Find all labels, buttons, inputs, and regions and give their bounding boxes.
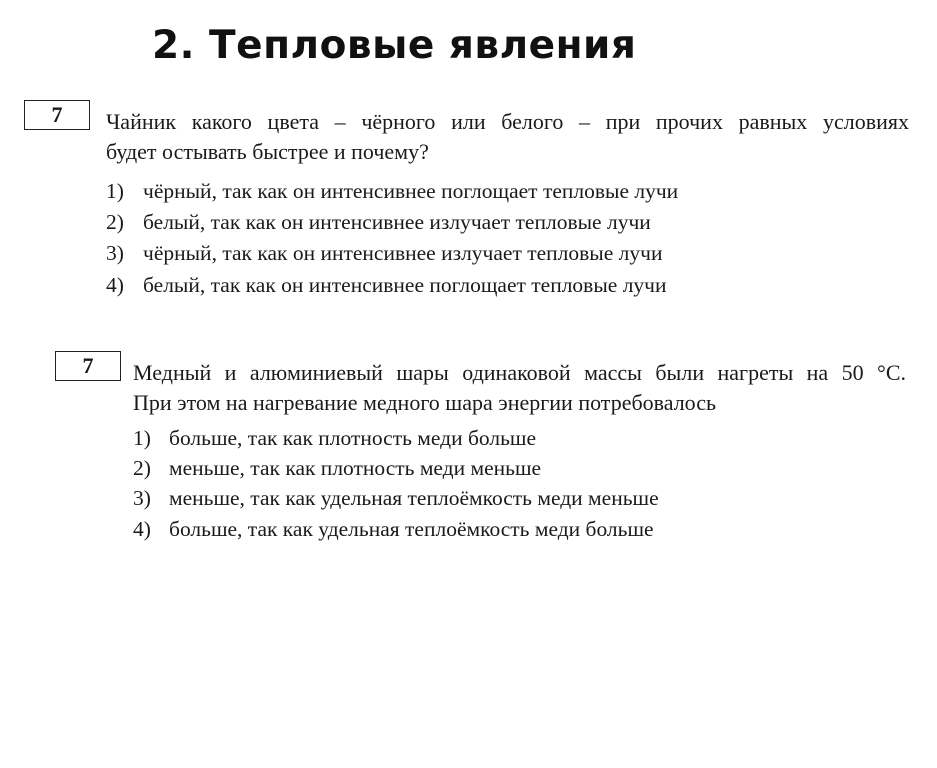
answer-options — [106, 176, 678, 301]
question-2 — [55, 351, 915, 551]
answer-option-4[interactable] — [106, 270, 678, 301]
answer-option-2[interactable] — [106, 207, 678, 238]
answer-option-3[interactable] — [106, 238, 678, 269]
question-stem-line: Чайник какого цвета – чёрного или белого – при прочих равных условиях — [106, 109, 909, 134]
answer-option-text: белый, так как он интенсивнее поглощает тепловые лучи — [143, 272, 667, 297]
answer-option-text: меньше, так как плотность меди меньше — [169, 456, 542, 481]
answer-option-number: 2) — [133, 456, 151, 481]
answer-options — [133, 423, 659, 544]
answer-option-text: чёрный, так как он интенсивнее излучает тепловые лучи — [143, 241, 663, 266]
answer-option-2[interactable] — [133, 453, 659, 483]
question-stem — [133, 358, 906, 418]
answer-option-text: белый, так как он интенсивнее излучает тепловые лучи — [143, 210, 651, 235]
answer-option-number: 3) — [133, 486, 151, 511]
answer-option-4[interactable] — [133, 514, 659, 544]
answer-option-text: чёрный, так как он интенсивнее поглощает тепловые лучи — [143, 179, 679, 203]
question-stem — [106, 107, 909, 167]
question-1 — [24, 100, 914, 300]
answer-option-number: 2) — [106, 210, 124, 235]
answer-option-3[interactable] — [133, 483, 659, 513]
answer-option-number: 3) — [106, 241, 124, 266]
question-stem-line: будет остывать быстрее и почему? — [106, 139, 429, 164]
question-stem-line: Медный и алюминиевый шары одинаковой массы были нагреты на 50 °С. — [133, 360, 906, 385]
answer-option-number: 4) — [106, 272, 124, 297]
answer-option-text: меньше, так как удельная теплоёмкость меди меньше — [169, 486, 659, 511]
question-number-box: 7 — [55, 351, 121, 381]
answer-option-text: больше, так как плотность меди больше — [169, 426, 537, 450]
answer-option-text: больше, так как удельная теплоёмкость меди больше — [169, 516, 654, 541]
question-number-box: 7 — [24, 100, 90, 130]
answer-option-number: 1) — [106, 179, 124, 203]
answer-option-1[interactable] — [133, 423, 659, 453]
answer-option-number: 1) — [133, 426, 151, 450]
question-stem-line: При этом на нагревание медного шара энергии потребовалось — [133, 390, 717, 415]
page-title: 2. Тепловые явления — [152, 23, 637, 68]
answer-option-number: 4) — [133, 516, 151, 541]
answer-option-1[interactable] — [106, 176, 678, 207]
